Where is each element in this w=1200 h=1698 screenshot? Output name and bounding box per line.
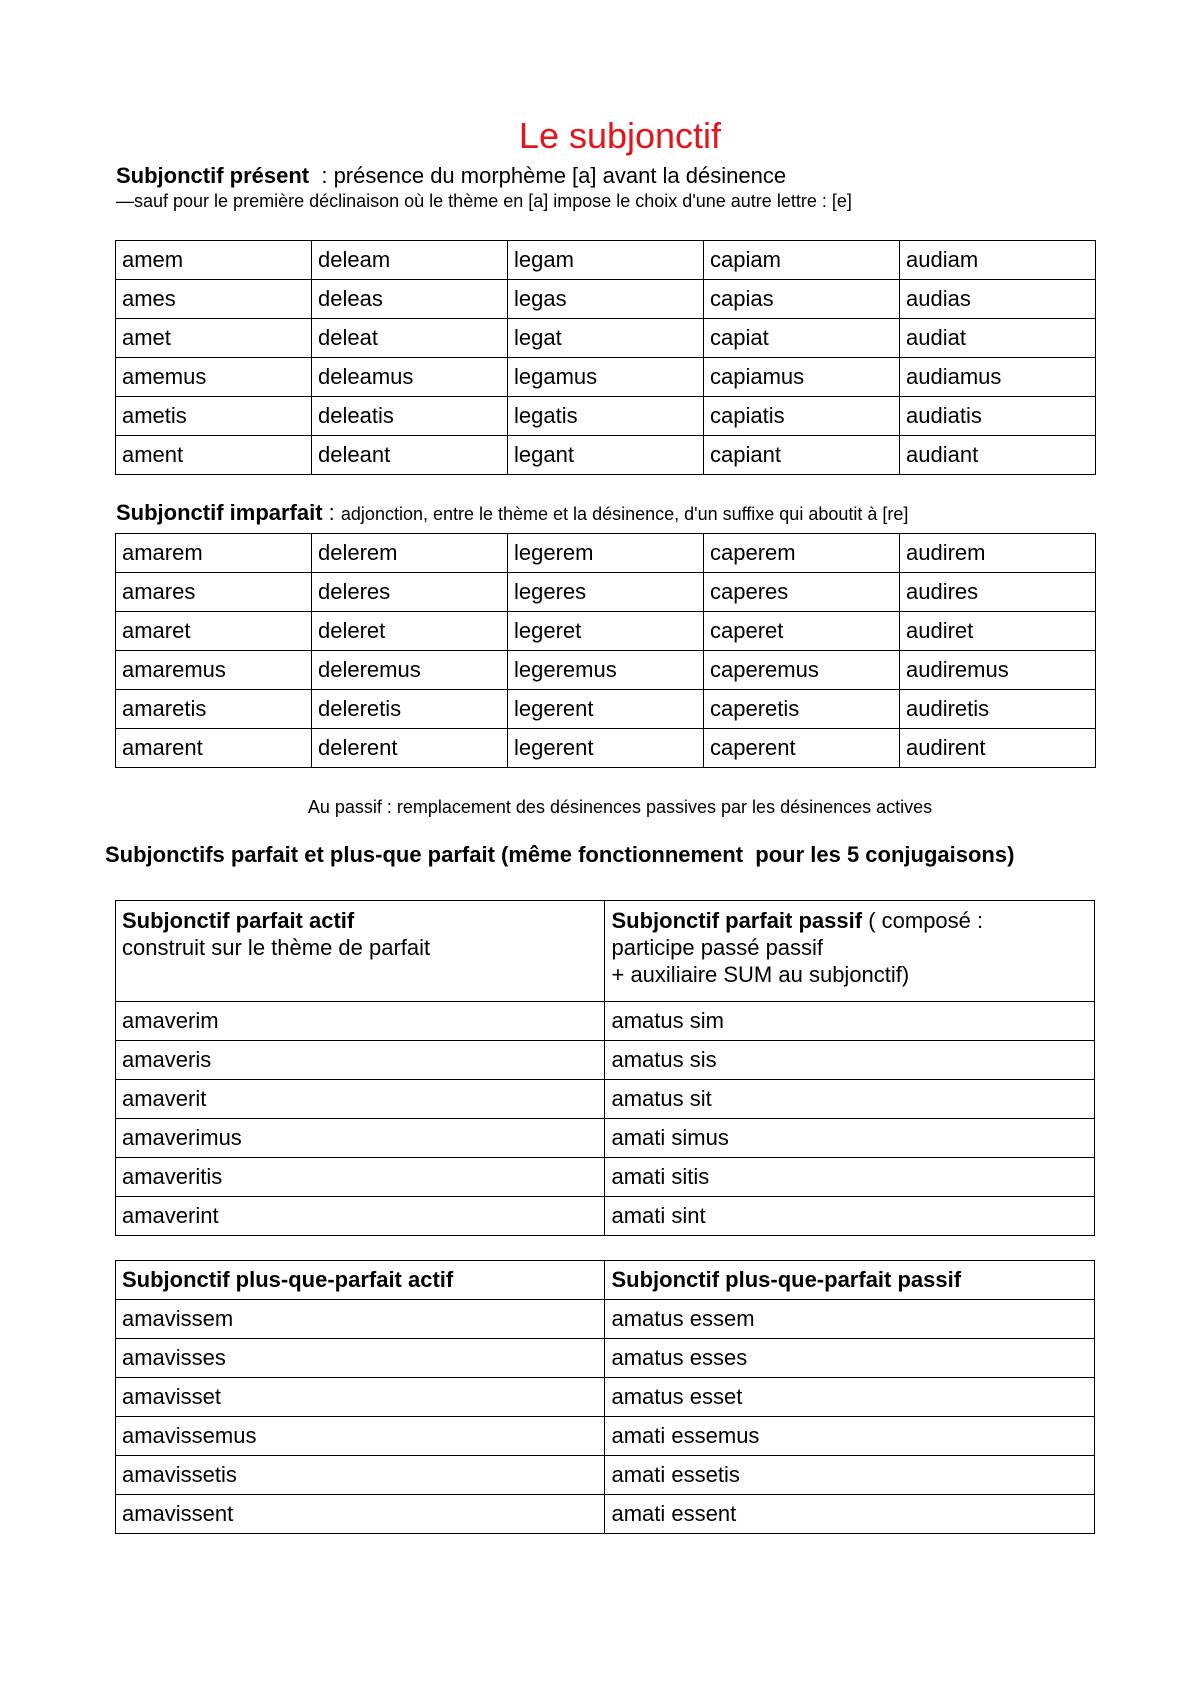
present-table-cell: legas [508,280,704,319]
parfait-passive-header [605,901,1095,1002]
passive-note: Au passif : remplacement des désinences passives par les désinences actives [307,797,933,817]
parfait-table-cell: amatus sis [605,1041,1095,1080]
parfait-passive-label: Subjonctif parfait passif [611,908,863,933]
pqp-passive-header: Subjonctif plus-que-parfait passif [605,1261,1095,1300]
present-table-cell: legant [508,436,704,475]
imparfait-table-cell: deleres [312,573,508,612]
present-note: —sauf pour le première déclinaison où le thème en [a] impose le choix d'une autre lettre : [e] [116,191,852,211]
imparfait-table-cell: amaremus [116,651,312,690]
pqp-table-row [116,1378,1095,1417]
present-table-cell: ames [116,280,312,319]
parfait-table-row [116,1080,1095,1119]
imparfait-table-row [116,651,1096,690]
imparfait-table-cell: caperet [704,612,900,651]
present-table-cell: audiatis [900,397,1096,436]
imparfait-table-cell: legerent [508,690,704,729]
imparfait-table-cell: deleremus [312,651,508,690]
present-table-cell: legatis [508,397,704,436]
present-table-cell: ametis [116,397,312,436]
present-table-cell: audias [900,280,1096,319]
imparfait-table-cell: legerent [508,729,704,768]
imparfait-table-cell: deleret [312,612,508,651]
present-table-cell: deleamus [312,358,508,397]
pqp-table-row [116,1417,1095,1456]
imparfait-table-row [116,729,1096,768]
page-title: Le subjonctif [518,115,722,156]
pqp-table-cell: amavissem [116,1300,605,1339]
pqp-table-cell: amavissent [116,1495,605,1534]
parfait-table-cell: amati sint [605,1197,1095,1236]
parfait-active-label: Subjonctif parfait actif [122,908,355,933]
parfait-active-sub: construit sur le thème de parfait [122,935,431,960]
present-table-cell: audiat [900,319,1096,358]
pqp-active-header: Subjonctif plus-que-parfait actif [116,1261,605,1300]
present-table-cell: capiatis [704,397,900,436]
present-table-cell: deleatis [312,397,508,436]
pqp-table-row [116,1495,1095,1534]
present-table-cell: capiamus [704,358,900,397]
pqp-table-cell: amatus essem [605,1300,1095,1339]
imparfait-table-cell: deleretis [312,690,508,729]
imparfait-table-cell: legeret [508,612,704,651]
imparfait-table-cell: audiretis [900,690,1096,729]
parfait-passive-sub1: ( composé : [862,908,984,933]
imparfait-table-cell: legerem [508,534,704,573]
present-table-cell: legam [508,241,704,280]
present-table-row [116,241,1096,280]
present-table-cell: deleas [312,280,508,319]
present-table [115,240,1096,475]
parfait-table-cell: amati sitis [605,1158,1095,1197]
parfait-table [115,900,1095,1236]
parfait-passive-sub3: + auxiliaire SUM au subjonctif) [611,962,910,987]
parfait-table-cell: amatus sit [605,1080,1095,1119]
parfait-table-row [116,1197,1095,1236]
imparfait-table-cell: audirent [900,729,1096,768]
imparfait-table-cell: amaretis [116,690,312,729]
imparfait-table-cell: amares [116,573,312,612]
parfait-active-header [116,901,605,1002]
imparfait-table-cell: caperes [704,573,900,612]
parfait-table-cell: amaverit [116,1080,605,1119]
imparfait-table-cell: amarent [116,729,312,768]
present-table-row [116,319,1096,358]
parfait-table-row [116,1002,1095,1041]
present-label: Subjonctif présent [116,163,310,188]
pqp-table-cell: amavisset [116,1378,605,1417]
present-table-cell: deleant [312,436,508,475]
imparfait-table-cell: legeremus [508,651,704,690]
present-table-cell: amet [116,319,312,358]
present-table-cell: capias [704,280,900,319]
pqp-table-cell: amavissetis [116,1456,605,1495]
present-table-row [116,358,1096,397]
imparfait-table-cell: caperetis [704,690,900,729]
pqp-header-row [116,1261,1095,1300]
present-table-cell: capiant [704,436,900,475]
parfait-table-row [116,1158,1095,1197]
parfait-table-row [116,1041,1095,1080]
imparfait-table-cell: delerem [312,534,508,573]
present-table-row [116,397,1096,436]
present-table-cell: amemus [116,358,312,397]
pqp-table-row [116,1456,1095,1495]
imparfait-table-cell: audires [900,573,1096,612]
pqp-table-cell: amati essetis [605,1456,1095,1495]
parfait-table-cell: amaveris [116,1041,605,1080]
present-table-cell: audiamus [900,358,1096,397]
present-table-cell: capiam [704,241,900,280]
parfait-table-row [116,1119,1095,1158]
pqp-table-cell: amavisses [116,1339,605,1378]
imparfait-table-row [116,573,1096,612]
imparfait-table-row [116,534,1096,573]
present-table-row [116,280,1096,319]
present-table-cell: legat [508,319,704,358]
imparfait-table-row [116,612,1096,651]
imparfait-table-cell: audiremus [900,651,1096,690]
present-table-cell: deleat [312,319,508,358]
imparfait-table-cell: caperent [704,729,900,768]
present-table-row [116,436,1096,475]
imparfait-table-row [116,690,1096,729]
parfait-table-cell: amaverimus [116,1119,605,1158]
pqp-table-row [116,1339,1095,1378]
imparfait-table-cell: amarem [116,534,312,573]
parfait-table-cell: amaverint [116,1197,605,1236]
pqp-table-cell: amatus esset [605,1378,1095,1417]
present-table-cell: audiant [900,436,1096,475]
parfait-table-cell: amatus sim [605,1002,1095,1041]
present-heading [116,163,786,189]
imparfait-table-cell: legeres [508,573,704,612]
present-table-cell: audiam [900,241,1096,280]
present-table-cell: legamus [508,358,704,397]
parfait-header-row [116,901,1095,1002]
pqp-table-cell: amati essent [605,1495,1095,1534]
imparfait-table-cell: audirem [900,534,1096,573]
imparfait-heading [116,500,908,527]
pqp-table-cell: amavissemus [116,1417,605,1456]
pqp-table [115,1260,1095,1534]
present-table-cell: capiat [704,319,900,358]
imparfait-note: adjonction, entre le thème et la désinence, d'un suffixe qui aboutit à [re] [340,504,909,524]
pqp-table-row [116,1300,1095,1339]
imparfait-table-cell: delerent [312,729,508,768]
imparfait-table [115,533,1096,768]
imparfait-table-cell: caperem [704,534,900,573]
present-table-cell: deleam [312,241,508,280]
parfait-table-cell: amaveritis [116,1158,605,1197]
imparfait-separator: : [322,500,341,525]
pqp-table-cell: amati essemus [605,1417,1095,1456]
imparfait-table-cell: audiret [900,612,1096,651]
parfait-table-cell: amati simus [605,1119,1095,1158]
parfait-passive-sub2: participe passé passif [611,935,824,960]
parfait-section-heading: Subjonctifs parfait et plus-que parfait (même fonctionnement pour les 5 conjugaisons) [105,842,1015,867]
parfait-table-cell: amaverim [116,1002,605,1041]
pqp-table-cell: amatus esses [605,1339,1095,1378]
present-table-cell: amem [116,241,312,280]
imparfait-label: Subjonctif imparfait [116,500,323,525]
present-table-cell: ament [116,436,312,475]
present-description: : présence du morphème [a] avant la désinence [309,163,787,188]
imparfait-table-cell: amaret [116,612,312,651]
imparfait-table-cell: caperemus [704,651,900,690]
